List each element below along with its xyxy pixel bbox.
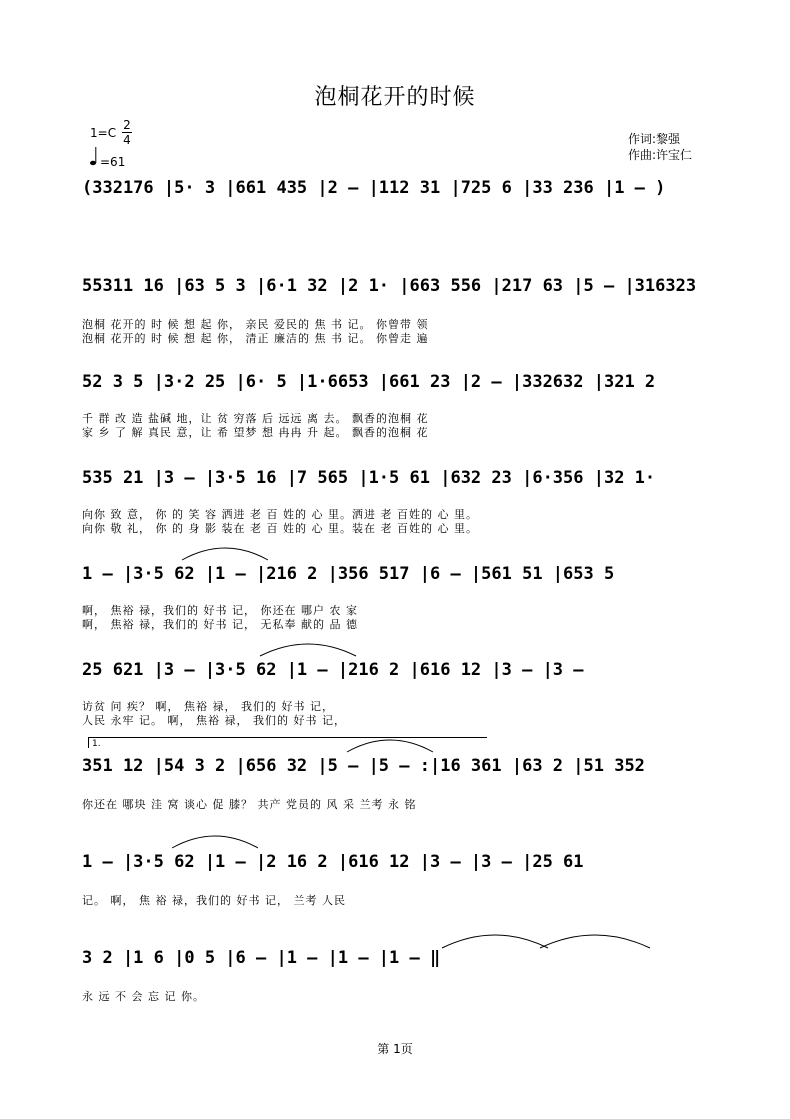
slur-mark [180,542,270,562]
slur-mark [440,926,660,950]
song-title: 泡桐花开的时候 [314,85,476,110]
lyricist-credit: 作词:黎强 [628,132,681,146]
tempo-marking: =61 [100,155,126,169]
slur-mark [345,734,435,754]
lyrics-verse-2: 向你 敬 礼， 你 的 身 影 装在 老 百 姓的 心 里。装在 老 百姓的 心 里。 [82,522,478,535]
lyrics-verse-1: 记。 啊， 焦 裕 禄，我们的 好书 记， 兰考 人民 [82,894,346,907]
notation-line: 55311 16 |63 5 3 |6·1 32 |2 1· |663 556 |217 63 |5 – |316323 [82,276,697,296]
lyrics-verse-1: 你还在 哪块 洼 窝 谈心 促 膝？ 共产 党员的 风 采 兰考 永 铭 [82,798,417,811]
slur-mark [170,830,260,850]
lyrics-verse-2: 泡桐 花开的 时 候 想 起 你， 清正 廉洁的 焦 书 记。 你曾走 遍 [82,332,429,345]
notation-line: 52 3 5 |3·2 25 |6· 5 |1·6653 |661 23 |2 – |332632 |321 2 [82,372,656,392]
notation-line: 535 21 |3 – |3·5 16 |7 565 |1·5 61 |632 23 |6·356 |32 1· [82,468,656,488]
time-signature [122,118,132,147]
lyrics-verse-2: 啊， 焦裕 禄，我们的 好书 记， 无私奉 献的 品 德 [82,618,358,631]
time-signature-bottom: 4 [123,133,131,147]
first-ending-label: 1. [92,739,101,749]
quarter-note-icon [90,146,98,166]
page-number: 第 1页 [377,1042,413,1056]
notation-line: 351 12 |54 3 2 |656 32 |5 – |5 – :|16 361 |63 2 |51 352 [82,756,645,776]
lyrics-verse-2: 家 乡 了 解 真民 意，让 希 望梦 想 冉冉 升 起。 飘香的泡桐 花 [82,426,429,439]
composer-credit: 作曲:许宝仁 [628,148,693,162]
lyrics-verse-1: 访贫 问 疾？ 啊， 焦裕 禄， 我们的 好书 记， [82,700,334,713]
lyrics-verse-1: 泡桐 花开的 时 候 想 起 你， 亲民 爱民的 焦 书 记。 你曾带 领 [82,318,429,331]
lyrics-verse-1: 千 群 改 造 盐碱 地，让 贫 穷落 后 远远 离 去。 飘香的泡桐 花 [82,412,429,425]
notation-line: 1 – |3·5 62 |1 – |2 16 2 |616 12 |3 – |3 – |25 61 [82,852,584,872]
notation-line: 3 2 |1 6 |0 5 |6 – |1 – |1 – |1 – ‖ [82,948,441,968]
time-signature-top: 2 [123,118,131,132]
lyrics-verse-1: 向你 致 意， 你 的 笑 容 洒进 老 百 姓的 心 里。洒进 老 百姓的 心 里。 [82,508,478,521]
lyrics-verse-1: 啊， 焦裕 禄，我们的 好书 记， 你还在 哪户 农 家 [82,604,358,617]
key-signature: 1=C [90,126,117,140]
notation-line: (332176 |5· 3 |661 435 |2 – |112 31 |725 6 |33 236 |1 – ) [82,178,666,198]
slur-mark [258,638,358,658]
notation-line: 1 – |3·5 62 |1 – |216 2 |356 517 |6 – |561 51 |653 5 [82,564,615,584]
lyrics-verse-2: 人民 永牢 记。 啊， 焦裕 禄， 我们的 好书 记， [82,714,346,727]
lyrics-verse-1: 永 远 不 会 忘 记 你。 [82,990,205,1003]
notation-line: 25 621 |3 – |3·5 62 |1 – |216 2 |616 12 |3 – |3 – [82,660,584,680]
